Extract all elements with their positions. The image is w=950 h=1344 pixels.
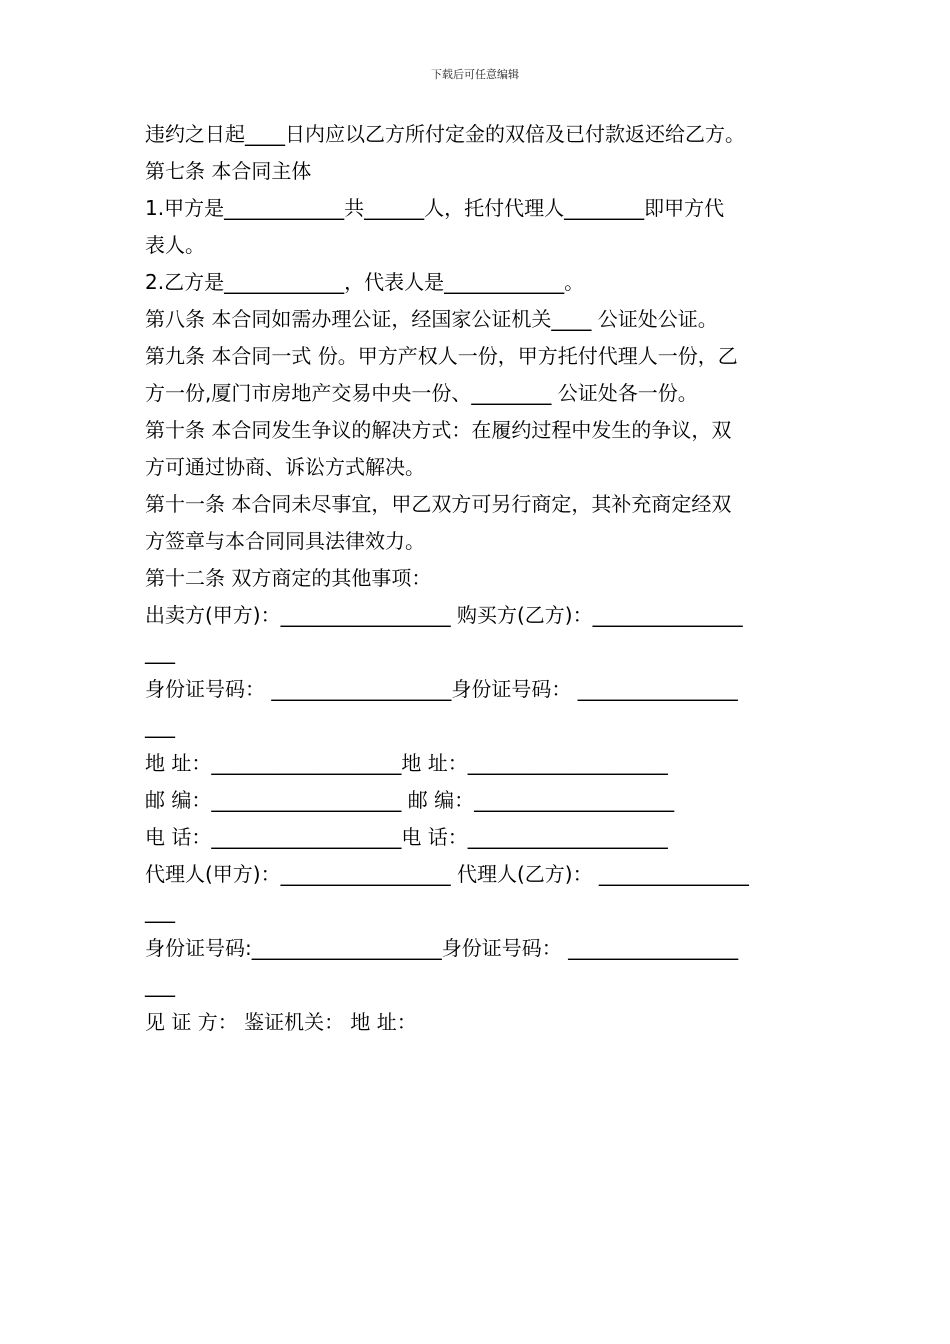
contract-body	[145, 116, 810, 1041]
clause-10-cont: 方可通过协商、诉讼方式解决。	[145, 455, 425, 479]
phone-line: 电 话：___________________电 话：____________________	[145, 825, 668, 849]
agent-line: 代理人(甲方)：_________________ 代理人(乙方)： _______________	[145, 862, 749, 886]
clause-11-cont: 方签章与本合同同具法律效力。	[145, 529, 425, 553]
clause-7-party-a: 1.甲方是____________共______人，托付代理人________即甲方代	[145, 196, 725, 220]
postcode-line: 邮 编：___________________ 邮 编：____________________	[145, 788, 675, 812]
address-line: 地 址：___________________地 址：____________________	[145, 751, 668, 775]
clause-7-party-b: 2.乙方是____________，代表人是____________。	[145, 270, 585, 294]
clause-10: 第十条 本合同发生争议的解决方式：在履约过程中发生的争议，双	[145, 418, 732, 442]
clause-8: 第八条 本合同如需办理公证，经国家公证机关____ 公证处公证。	[145, 307, 718, 331]
clause-6-continuation: 违约之日起____日内应以乙方所付定金的双倍及已付款返还给乙方。	[145, 122, 745, 146]
clause-12: 第十二条 双方商定的其他事项：	[145, 566, 432, 590]
clause-9-cont: 方一份,厦门市房地产交易中央一份、________ 公证处各一份。	[145, 381, 698, 405]
seller-buyer-line: 出卖方(甲方)：_________________ 购买方(乙方)：_______________	[145, 603, 743, 627]
clause-7-title: 第七条 本合同主体	[145, 159, 312, 183]
agent-id-number-line: 身份证号码:___________________身份证号码： _________________	[145, 936, 739, 960]
agent-line-cont: ___	[145, 899, 175, 923]
witness-line: 见 证 方： 鉴证机关： 地 址：	[145, 1010, 417, 1034]
clause-9: 第九条 本合同一式 份。甲方产权人一份，甲方托付代理人一份，乙	[145, 344, 738, 368]
seller-buyer-line-cont: ___	[145, 640, 175, 664]
clause-7-party-a-cont: 表人。	[145, 233, 205, 257]
clause-11: 第十一条 本合同未尽事宜，甲乙双方可另行商定，其补充商定经双	[145, 492, 732, 516]
page-header-note: 下载后可任意编辑	[431, 68, 519, 81]
agent-id-number-line-cont: ___	[145, 973, 175, 997]
id-number-line: 身份证号码： __________________身份证号码： ________________	[145, 677, 738, 701]
id-number-line-cont: ___	[145, 714, 175, 738]
